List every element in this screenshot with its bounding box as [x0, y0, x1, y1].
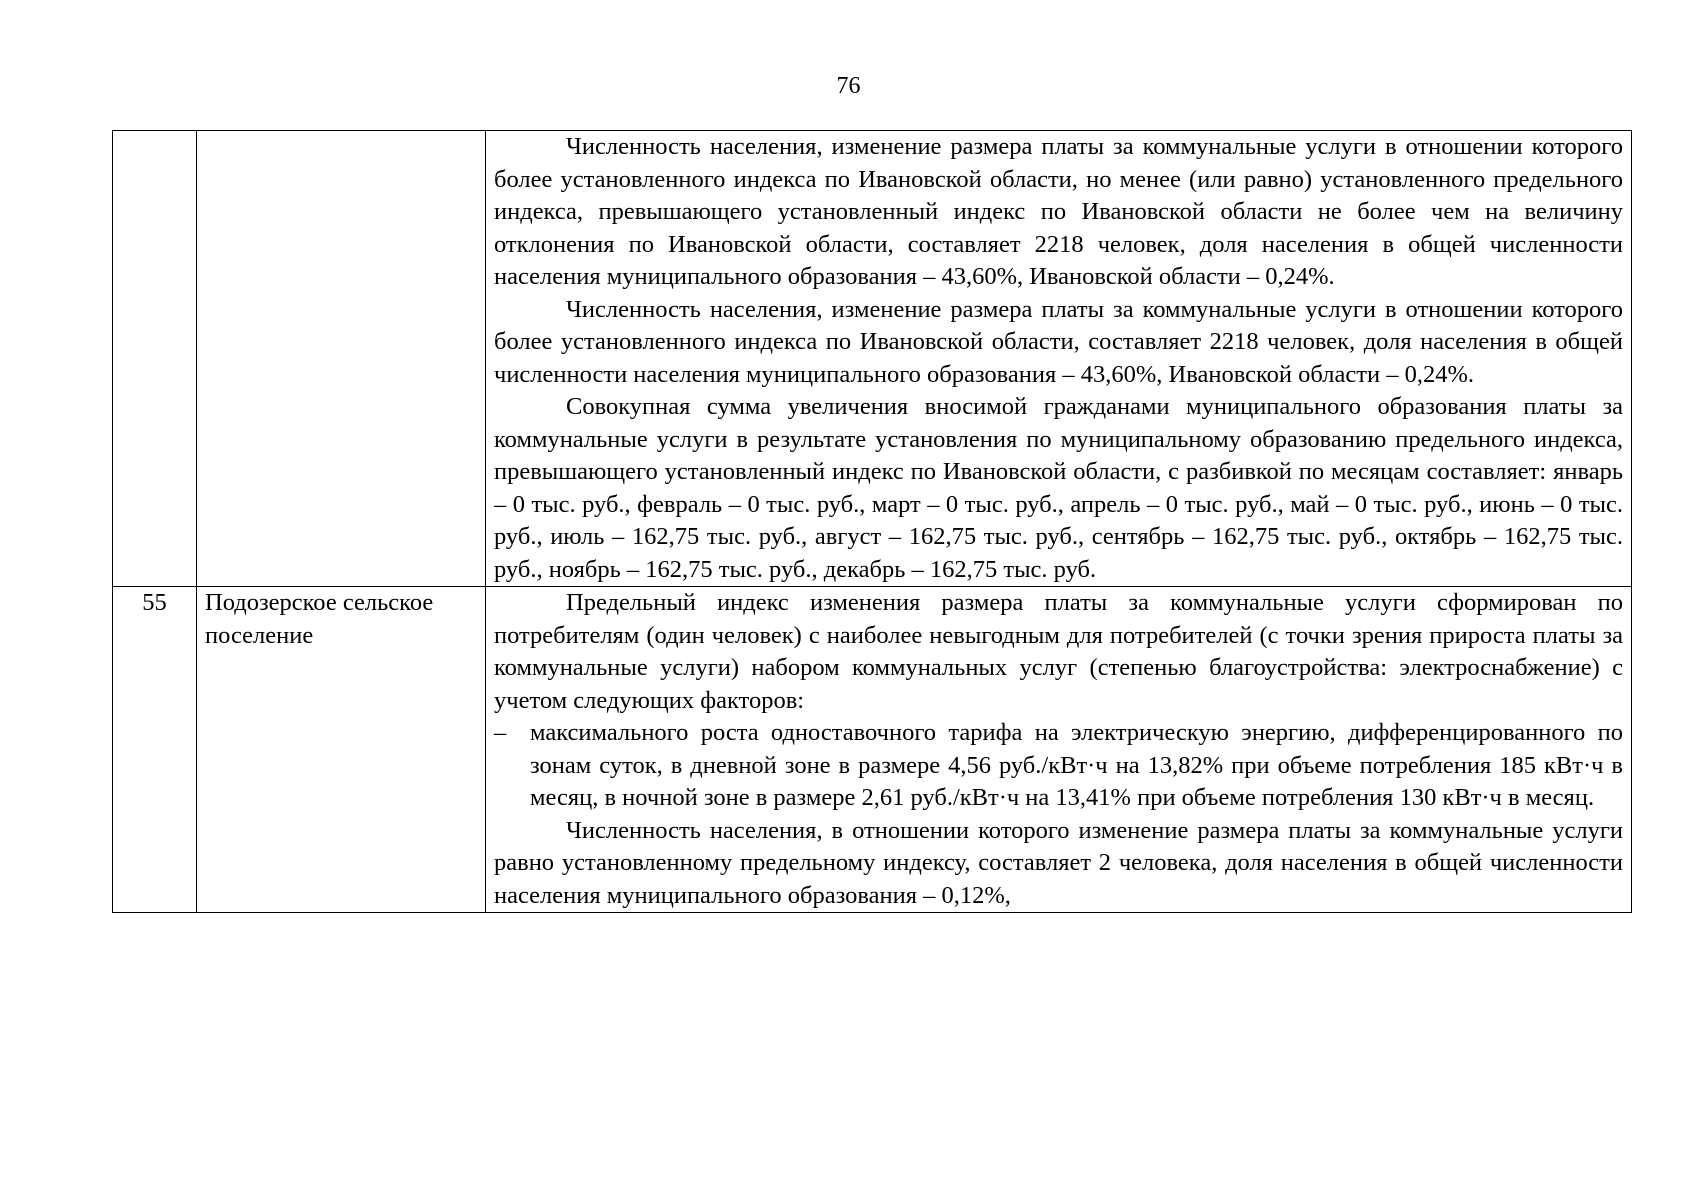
population-above-regional-paragraph: Численность населения, изменение размера платы за коммунальные услуги в отношении которого более установленного индекса по Ивановской области, составляет 2218 человек, доля населения в общей численности населения муниципального образования – 43,60%, Ивановской области – 0,24%.	[494, 295, 1623, 388]
tariff-growth-text: максимального роста одноставочного тарифа на электрическую энергию, дифференцированного по зонам суток, в дневной зоне в размере 4,56 руб./кВт·ч на 13,82% при объеме потребления 185 кВт·ч в месяц, в ночной зоне в размере 2,61 руб./кВт·ч на 13,41% при объеме потребления 130 кВт·ч в месяц.	[530, 719, 1623, 811]
list-dash: –	[494, 719, 507, 746]
index-formation-paragraph: Предельный индекс изменения размера платы за коммунальные услуги сформирован по потребителям (один человек) с наиболее невыгодным для потребителей (с точки зрения прироста платы за коммунальные услуги) набором коммунальных услуг (степенью благоустройства: электроснабжение) с учетом следующих факторов:	[494, 589, 1623, 714]
municipal-index-table	[112, 130, 1632, 913]
population-above-index-paragraph: Численность населения, изменение размера платы за коммунальные услуги в отношении которого более установленного индекса по Ивановской области, но менее (или равно) установленного предельного индекса, превышающего установленный индекс по Ивановской области не более чем на величину отклонения по Ивановской области, составляет 2218 человек, доля населения в общей численности населения муниципального образования – 43,60%, Ивановской области – 0,24%.	[494, 133, 1623, 290]
description-cell	[486, 587, 1632, 913]
table-row	[113, 131, 1632, 587]
page-number: 76	[836, 73, 861, 99]
municipality-name-cell	[197, 131, 486, 587]
description-cell	[486, 131, 1632, 587]
municipality-name-cell: Подозерское сельское поселение	[197, 587, 486, 913]
list-item	[494, 717, 1623, 815]
monthly-increase-paragraph: Совокупная сумма увеличения вносимой гражданами муниципального образования платы за коммунальные услуги в результате установления по муниципальному образованию предельного индекса, превышающего установленный индекс по Ивановской области, с разбивкой по месяцам составляет: январь – 0 тыс. руб., февраль – 0 тыс. руб., март – 0 тыс. руб., апрель – 0 тыс. руб., май – 0 тыс. руб., июнь – 0 тыс. руб., июль – 162,75 тыс. руб., август – 162,75 тыс. руб., сентябрь – 162,75 тыс. руб., октябрь – 162,75 тыс. руб., ноябрь – 162,75 тыс. руб., декабрь – 162,75 тыс. руб.	[494, 393, 1623, 583]
row-number-cell: 55	[113, 587, 197, 913]
row-number-cell	[113, 131, 197, 587]
factors-list	[494, 717, 1623, 815]
population-equal-index-paragraph: Численность населения, в отношении которого изменение размера платы за коммунальные услуги равно установленному предельному индексу, составляет 2 человека, доля населения в общей численности населения муниципального образования – 0,12%,	[494, 816, 1623, 909]
table-row	[113, 587, 1632, 913]
